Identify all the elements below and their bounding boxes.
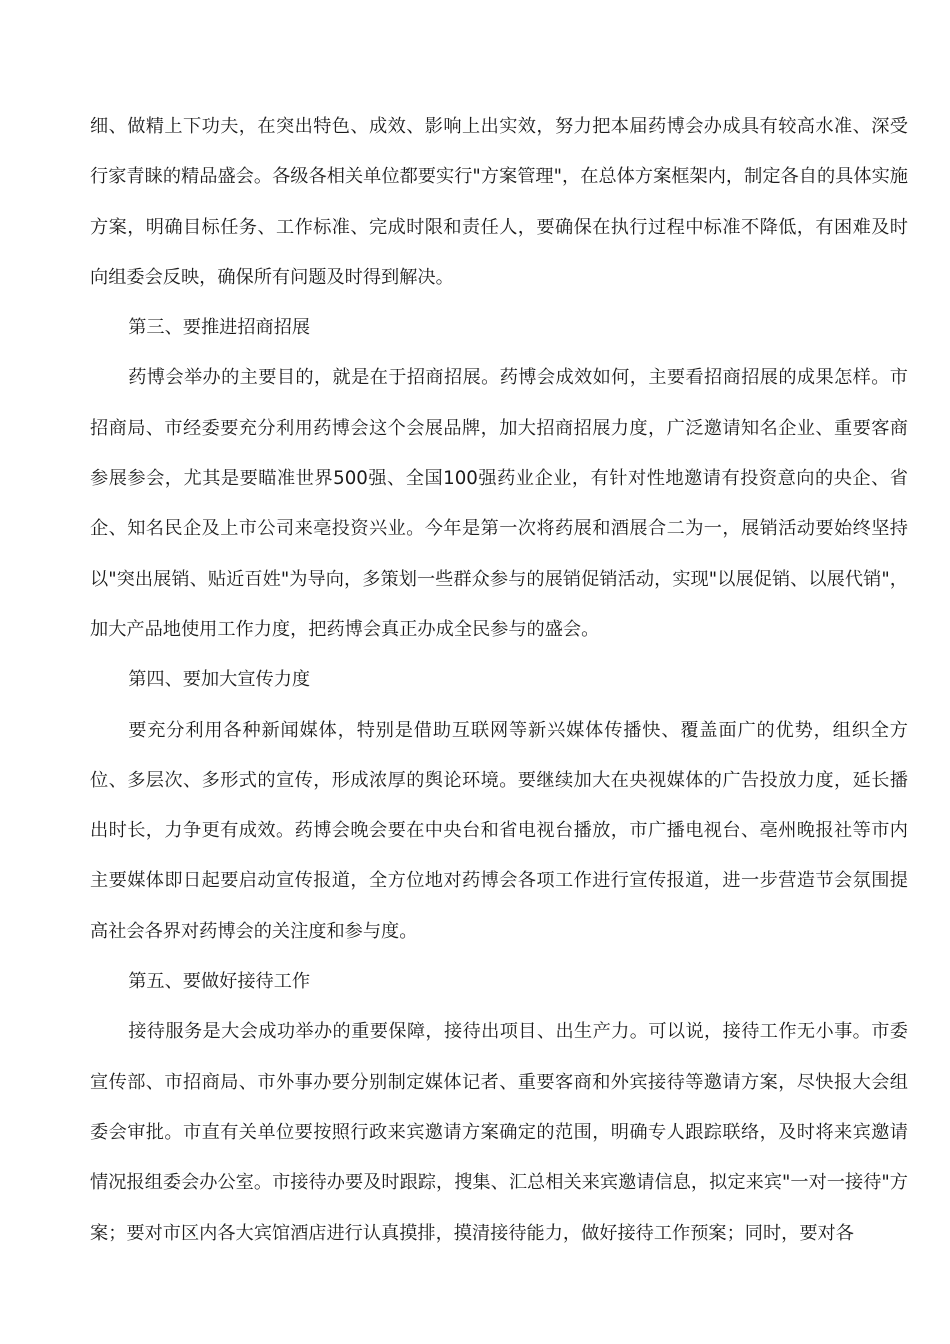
- document-body: [90, 102, 908, 1259]
- paragraph-continuation: 细、做精上下功夫，在突出特色、成效、影响上出实效，努力把本届药博会办成具有较高水准、深受行家青睐的精品盛会。各级各相关单位都要实行"方案管理"，在总体方案框架内，制定各自的具体实施方案，明确目标任务、工作标准、完成时限和责任人，要确保在执行过程中标准不降低，有困难及时向组委会反映，确保所有问题及时得到解决。: [90, 116, 908, 288]
- paragraph-publicity: 要充分利用各种新闻媒体，特别是借助互联网等新兴媒体传播快、覆盖面广的优势，组织全方位、多层次、多形式的宣传，形成浓厚的舆论环境。要继续加大在央视媒体的广告投放力度，延长播出时长，力争更有成效。药博会晚会要在中央台和省电视台播放，市广播电视台、亳州晚报社等市内主要媒体即日起要启动宣传报道，全方位地对药博会各项工作进行宣传报道，进一步营造节会氛围提高社会各界对药博会的关注度和参与度。: [90, 719, 908, 942]
- paragraph-reception: 接待服务是大会成功举办的重要保障，接待出项目、出生产力。可以说，接待工作无小事。市委宣传部、市招商局、市外事办要分别制定媒体记者、重要客商和外宾接待等邀请方案，尽快报大会组委会审批。市直有关单位要按照行政来宾邀请方案确定的范围，明确专人跟踪联络，及时将来宾邀请情况报组委会办公室。市接待办要及时跟踪，搜集、汇总相关来宾邀请信息，拟定来宾"一对一接待"方案；要对市区内各大宾馆酒店进行认真摸排，摸清接待能力，做好接待工作预案；同时，要对各: [90, 1021, 908, 1244]
- section-heading-5: 第五、要做好接待工作: [128, 971, 311, 993]
- section-heading-4: 第四、要加大宣传力度: [128, 669, 311, 691]
- paragraph-investment: 药博会举办的主要目的，就是在于招商招展。药博会成效如何，主要看招商招展的成果怎样。市招商局、市经委要充分利用药博会这个会展品牌，加大招商招展力度，广泛邀请知名企业、重要客商参展参会，尤其是要瞄准世界500强、全国100强药业企业，有针对性地邀请有投资意向的央企、省企、知名民企及上市公司来亳投资兴业。今年是第一次将药展和酒展合二为一，展销活动要始终坚持以"突出展销、贴近百姓"为导向，多策划一些群众参与的展销促销活动，实现"以展促销、以展代销"，加大产品地使用工作力度，把药博会真正办成全民参与的盛会。: [90, 367, 908, 640]
- section-heading-3: 第三、要推进招商招展: [128, 317, 311, 339]
